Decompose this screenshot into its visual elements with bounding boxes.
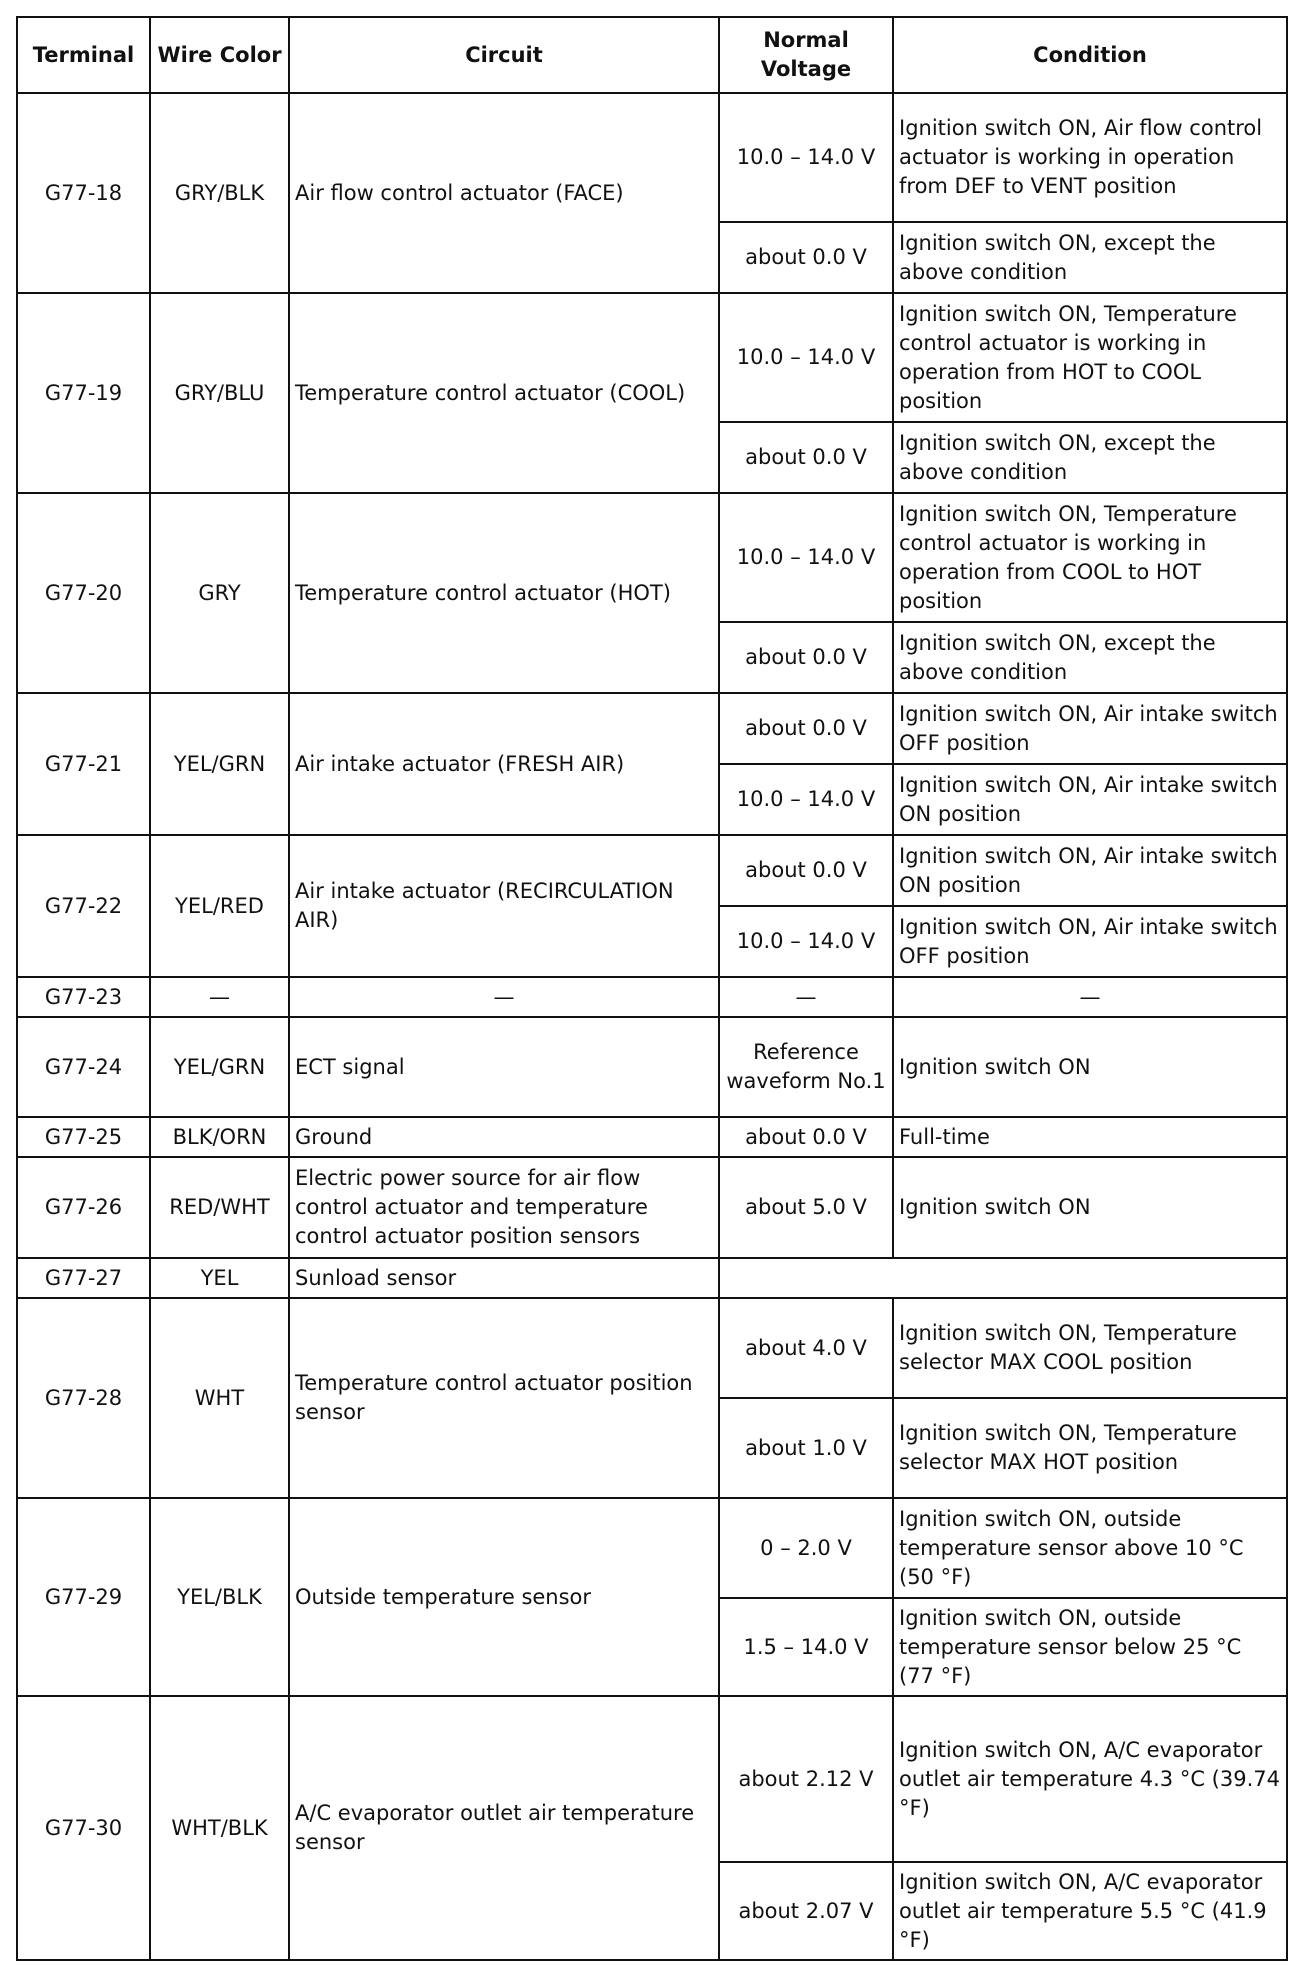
terminal-cell: G77-25 xyxy=(18,1118,149,1156)
terminal-cell: G77-18 xyxy=(18,94,149,292)
circuit-cell: — xyxy=(290,978,718,1016)
voltage-cell: about 0.0 V xyxy=(720,423,892,492)
table-row xyxy=(18,294,1286,421)
circuit-cell: Sunload sensor xyxy=(290,1259,718,1297)
voltage-cell: about 0.0 V xyxy=(720,694,892,763)
terminal-voltage-table xyxy=(16,16,1288,1961)
voltage-cell: about 0.0 V xyxy=(720,223,892,292)
condition-cell: Ignition switch ON, except the above condition xyxy=(894,623,1286,692)
terminal-cell: G77-20 xyxy=(18,494,149,692)
terminal-cell: G77-26 xyxy=(18,1158,149,1257)
condition-cell: Ignition switch ON, Air intake switch OFF position xyxy=(894,694,1286,763)
wire-color-cell: YEL/RED xyxy=(151,836,288,976)
terminal-cell: G77-28 xyxy=(18,1299,149,1497)
circuit-cell: Air flow control actuator (FACE) xyxy=(290,94,718,292)
wire-color-cell: RED/WHT xyxy=(151,1158,288,1257)
condition-cell: Ignition switch ON xyxy=(894,1158,1286,1257)
condition-cell: Ignition switch ON, A/C evaporator outlet air temperature 5.5 °C (41.9 °F) xyxy=(894,1863,1286,1959)
table-row xyxy=(18,1499,1286,1597)
condition-cell: — xyxy=(894,978,1286,1016)
terminal-cell: G77-27 xyxy=(18,1259,149,1297)
circuit-cell: Electric power source for air flow control actuator and temperature control actuator position sensors xyxy=(290,1158,718,1257)
voltage-cell: 10.0 – 14.0 V xyxy=(720,294,892,421)
circuit-cell: Temperature control actuator (COOL) xyxy=(290,294,718,492)
wire-color-cell: GRY xyxy=(151,494,288,692)
wire-color-cell: YEL/GRN xyxy=(151,1018,288,1116)
table-row xyxy=(18,1158,1286,1257)
voltage-cell: about 0.0 V xyxy=(720,623,892,692)
circuit-cell: ECT signal xyxy=(290,1018,718,1116)
circuit-cell: Air intake actuator (FRESH AIR) xyxy=(290,694,718,834)
circuit-cell: Air intake actuator (RECIRCULATION AIR) xyxy=(290,836,718,976)
condition-cell: Ignition switch ON, except the above condition xyxy=(894,223,1286,292)
voltage-cell: about 2.07 V xyxy=(720,1863,892,1959)
terminal-cell: G77-21 xyxy=(18,694,149,834)
voltage-cell: about 0.0 V xyxy=(720,836,892,905)
condition-cell: Full-time xyxy=(894,1118,1286,1156)
wire-color-cell: YEL/GRN xyxy=(151,694,288,834)
voltage-cell: — xyxy=(720,978,892,1016)
table-row xyxy=(18,978,1286,1016)
condition-cell: Ignition switch ON, Air intake switch OFF position xyxy=(894,907,1286,976)
terminal-cell: G77-22 xyxy=(18,836,149,976)
table-row xyxy=(18,694,1286,763)
circuit-cell: A/C evaporator outlet air temperature sensor xyxy=(290,1697,718,1959)
condition-cell: Ignition switch ON, Air intake switch ON position xyxy=(894,765,1286,834)
header-terminal: Terminal xyxy=(18,18,149,92)
voltage-cell: 10.0 – 14.0 V xyxy=(720,907,892,976)
table-row xyxy=(18,836,1286,905)
circuit-cell: Temperature control actuator position sensor xyxy=(290,1299,718,1497)
voltage-cell: about 2.12 V xyxy=(720,1697,892,1861)
condition-cell: Ignition switch ON xyxy=(894,1018,1286,1116)
condition-cell: Ignition switch ON, outside temperature sensor above 10 °C (50 °F) xyxy=(894,1499,1286,1597)
voltage-cell: 0 – 2.0 V xyxy=(720,1499,892,1597)
voltage-cell: about 5.0 V xyxy=(720,1158,892,1257)
circuit-cell: Outside temperature sensor xyxy=(290,1499,718,1695)
terminal-cell: G77-29 xyxy=(18,1499,149,1695)
condition-cell: Ignition switch ON, except the above condition xyxy=(894,423,1286,492)
header-normal-voltage: Normal Voltage xyxy=(720,18,892,92)
header-condition: Condition xyxy=(894,18,1286,92)
empty-voltage-condition-cell xyxy=(720,1259,1286,1297)
wire-color-cell: WHT/BLK xyxy=(151,1697,288,1959)
circuit-cell: Ground xyxy=(290,1118,718,1156)
header-row xyxy=(18,18,1286,92)
condition-cell: Ignition switch ON, A/C evaporator outlet air temperature 4.3 °C (39.74 °F) xyxy=(894,1697,1286,1861)
wire-color-cell: GRY/BLU xyxy=(151,294,288,492)
table-row xyxy=(18,1118,1286,1156)
table-row xyxy=(18,94,1286,221)
terminal-cell: G77-24 xyxy=(18,1018,149,1116)
terminal-cell: G77-23 xyxy=(18,978,149,1016)
table-row xyxy=(18,1259,1286,1297)
terminal-cell: G77-19 xyxy=(18,294,149,492)
table-row xyxy=(18,494,1286,621)
voltage-cell: 10.0 – 14.0 V xyxy=(720,765,892,834)
voltage-cell: 10.0 – 14.0 V xyxy=(720,94,892,221)
terminal-cell: G77-30 xyxy=(18,1697,149,1959)
wire-color-cell: WHT xyxy=(151,1299,288,1497)
table-row xyxy=(18,1299,1286,1397)
condition-cell: Ignition switch ON, outside temperature sensor below 25 °C (77 °F) xyxy=(894,1599,1286,1695)
voltage-cell: about 0.0 V xyxy=(720,1118,892,1156)
header-wire-color: Wire Color xyxy=(151,18,288,92)
circuit-cell: Temperature control actuator (HOT) xyxy=(290,494,718,692)
condition-cell: Ignition switch ON, Air flow control actuator is working in operation from DEF to VENT position xyxy=(894,94,1286,221)
table-row xyxy=(18,1018,1286,1116)
condition-cell: Ignition switch ON, Temperature control actuator is working in operation from HOT to COOL position xyxy=(894,294,1286,421)
wire-color-cell: GRY/BLK xyxy=(151,94,288,292)
table-row xyxy=(18,1697,1286,1861)
condition-cell: Ignition switch ON, Temperature selector MAX COOL position xyxy=(894,1299,1286,1397)
voltage-cell: 1.5 – 14.0 V xyxy=(720,1599,892,1695)
wire-color-cell: YEL/BLK xyxy=(151,1499,288,1695)
condition-cell: Ignition switch ON, Temperature control actuator is working in operation from COOL to HOT position xyxy=(894,494,1286,621)
voltage-cell: about 4.0 V xyxy=(720,1299,892,1397)
voltage-cell: 10.0 – 14.0 V xyxy=(720,494,892,621)
voltage-cell: Reference waveform No.1 xyxy=(720,1018,892,1116)
voltage-cell: about 1.0 V xyxy=(720,1399,892,1497)
condition-cell: Ignition switch ON, Temperature selector MAX HOT position xyxy=(894,1399,1286,1497)
wire-color-cell: BLK/ORN xyxy=(151,1118,288,1156)
header-circuit: Circuit xyxy=(290,18,718,92)
wire-color-cell: YEL xyxy=(151,1259,288,1297)
wire-color-cell: — xyxy=(151,978,288,1016)
condition-cell: Ignition switch ON, Air intake switch ON position xyxy=(894,836,1286,905)
